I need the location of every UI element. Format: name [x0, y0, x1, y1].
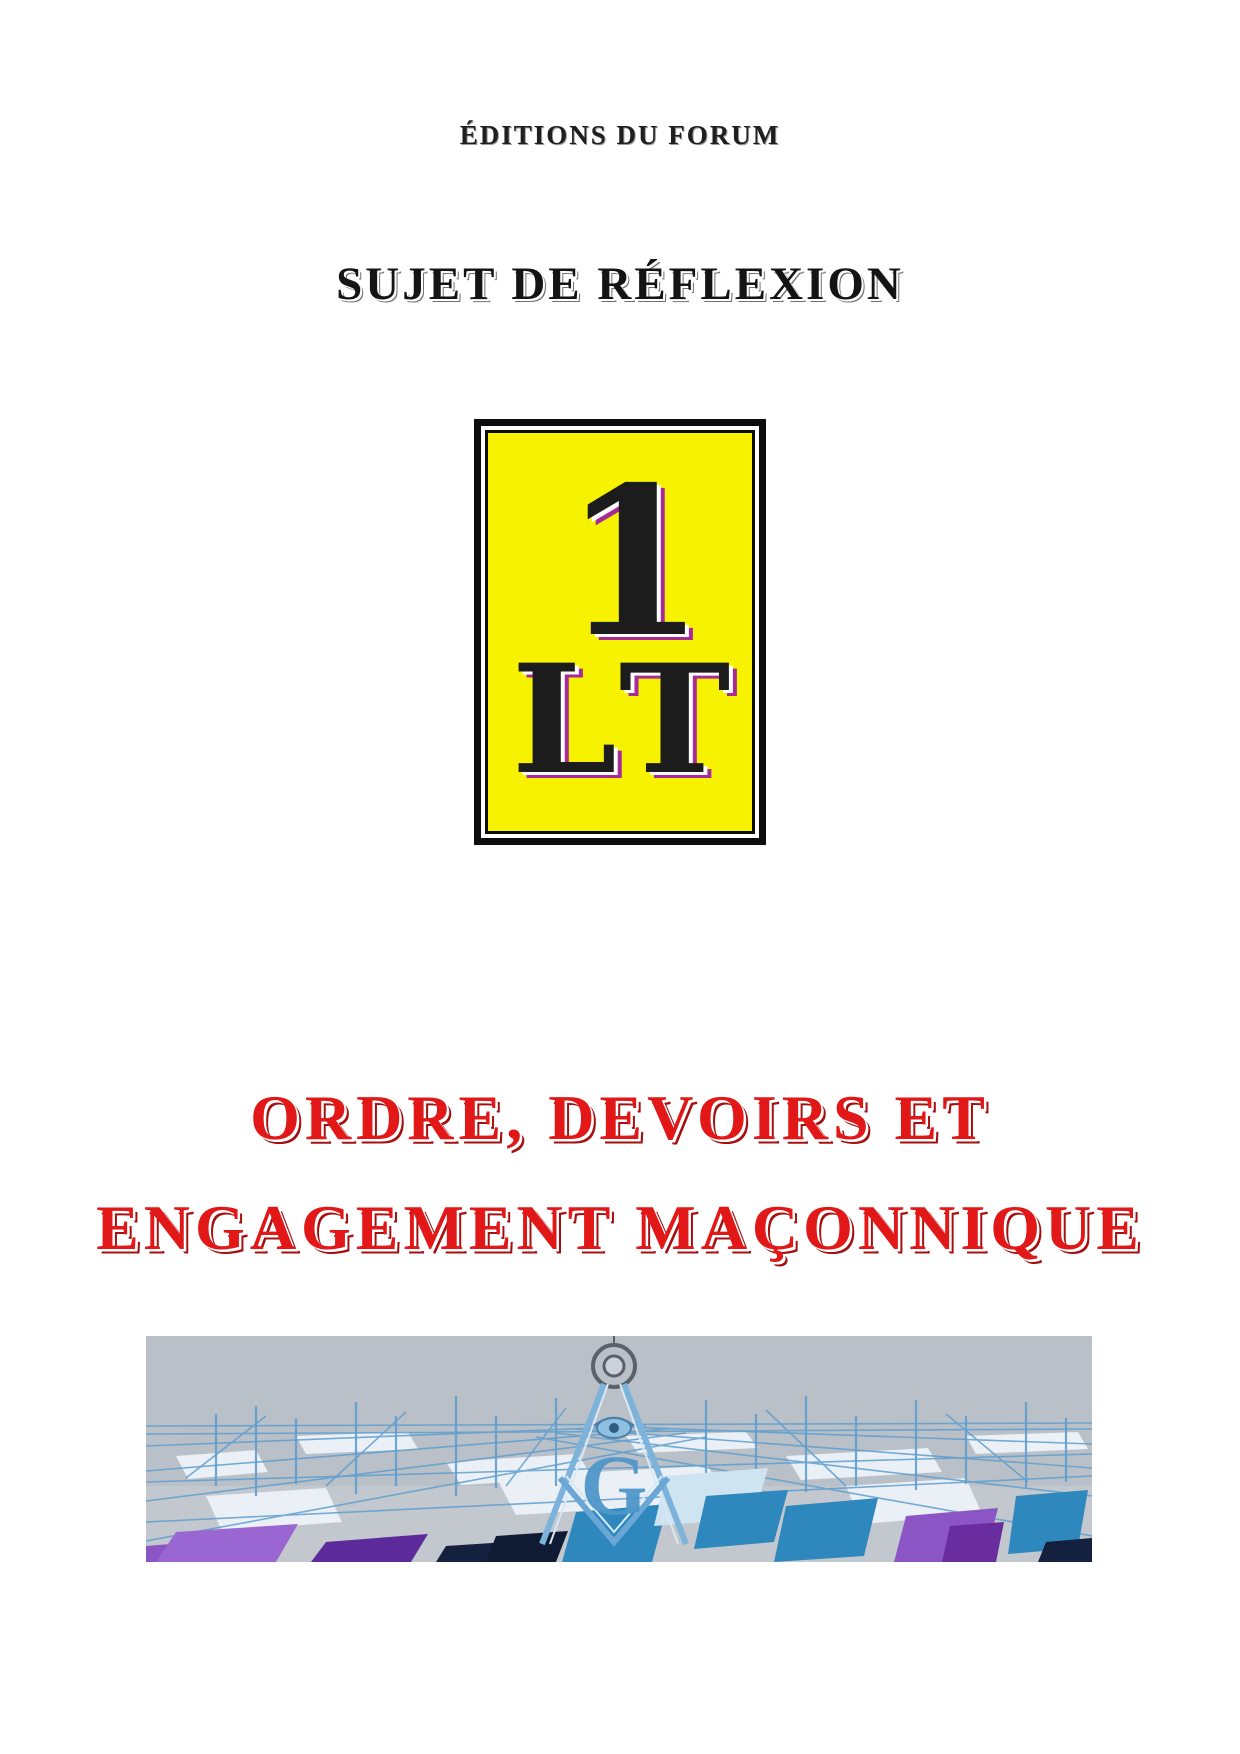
main-title: [0, 1063, 1240, 1283]
logo-box-inner: [485, 430, 755, 834]
logo-initials: LT: [511, 632, 745, 809]
main-title-line-2: ENGAGEMENT MAÇONNIQUE: [96, 1192, 1144, 1263]
publisher-line: ÉDITIONS DU FORUM: [459, 120, 781, 150]
masonic-banner-image: [146, 1336, 1092, 1562]
main-title-line-1: ORDRE, DEVOIRS ET: [250, 1082, 990, 1153]
logo-number: 1: [562, 442, 706, 683]
square-and-compasses-blueprint-illustration: [146, 1336, 1092, 1562]
subject-heading: SUJET DE RÉFLEXION: [336, 258, 904, 310]
banner-letter-g: G: [580, 1437, 648, 1533]
logo-box: [474, 419, 766, 845]
